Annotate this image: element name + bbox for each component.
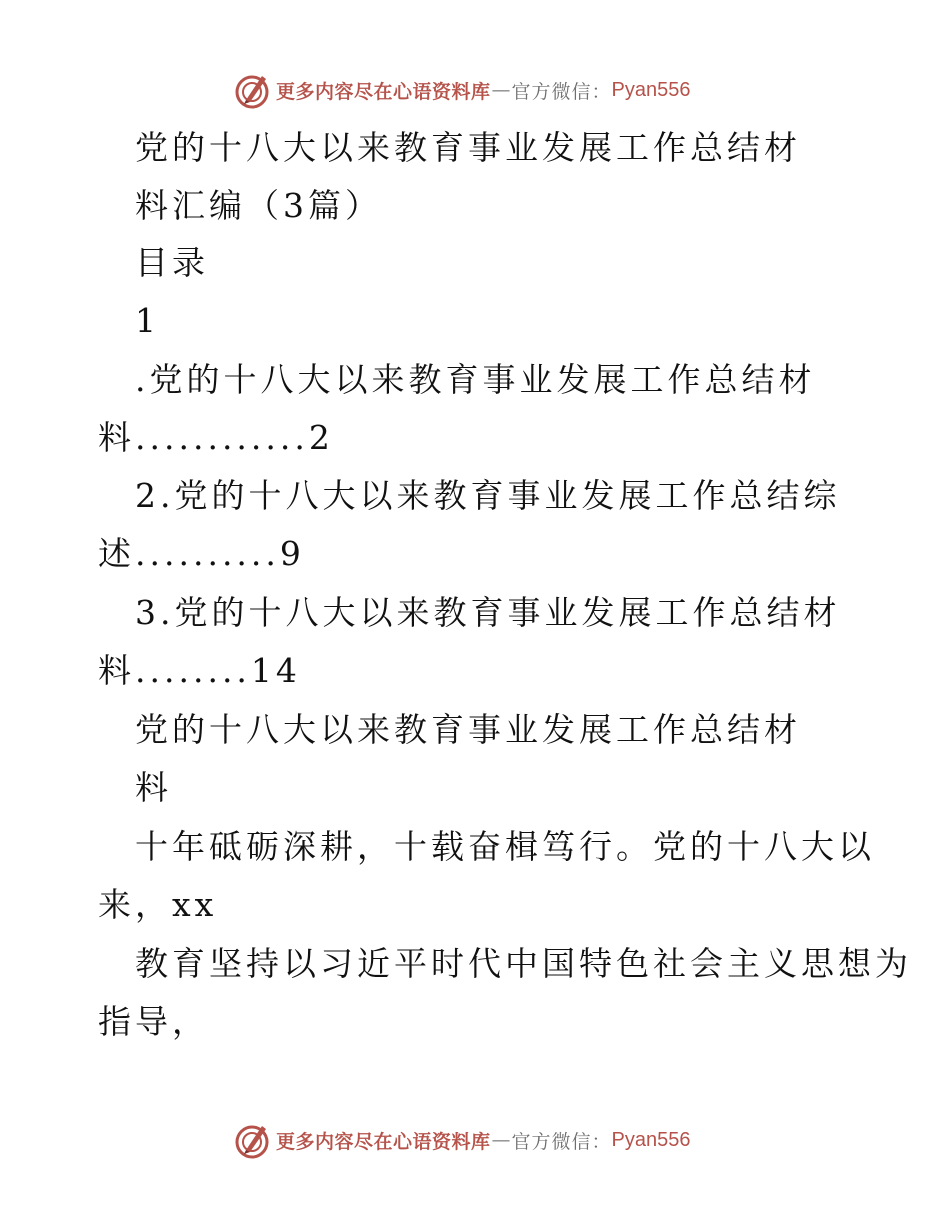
- toc-number: 1: [135, 301, 160, 340]
- banner-dash: —: [491, 79, 511, 101]
- banner-dash: —: [491, 1129, 511, 1151]
- banner-wechat-label: 官方微信：: [511, 80, 612, 103]
- toc-item-3-title: 3.党的十八大以来教育事业发展工作总结材: [135, 593, 841, 632]
- banner-slogan: 更多内容尽在心语资料库: [276, 1130, 491, 1153]
- section-title-line-1: 党的十八大以来教育事业发展工作总结材: [135, 710, 801, 749]
- banner-wechat-id: Pyan556: [611, 1128, 691, 1151]
- body-paragraph-line-4: 指导，: [98, 1002, 209, 1041]
- toc-item-3-page: 料........14: [98, 651, 301, 690]
- banner-slogan: 更多内容尽在心语资料库: [276, 80, 491, 103]
- quill-pen-logo-icon: [232, 1120, 272, 1160]
- document-title-line-1: 党的十八大以来教育事业发展工作总结材: [135, 128, 801, 167]
- footer-watermark-banner: [232, 1120, 691, 1160]
- toc-item-2-title: 2.党的十八大以来教育事业发展工作总结综: [135, 476, 841, 515]
- section-title-line-2: 料: [135, 768, 172, 807]
- toc-heading: 目录: [135, 243, 209, 282]
- toc-item-2-page: 述..........9: [98, 534, 305, 573]
- quill-pen-logo-icon: [232, 70, 272, 110]
- banner-wechat-id: Pyan556: [611, 78, 691, 101]
- banner-wechat-label: 官方微信：: [511, 1130, 612, 1153]
- toc-item-1-page: 料............2: [98, 418, 334, 457]
- body-paragraph-line-1: 十年砥砺深耕，十载奋楫笃行。党的十八大以: [135, 827, 875, 866]
- document-title-line-2: 料汇编（3篇）: [135, 186, 382, 225]
- body-paragraph-line-3: 教育坚持以习近平时代中国特色社会主义思想为: [135, 944, 912, 983]
- header-watermark-banner: [232, 70, 691, 110]
- toc-item-1-title: .党的十八大以来教育事业发展工作总结材: [135, 360, 816, 399]
- body-paragraph-line-2: 来，xx: [98, 885, 218, 924]
